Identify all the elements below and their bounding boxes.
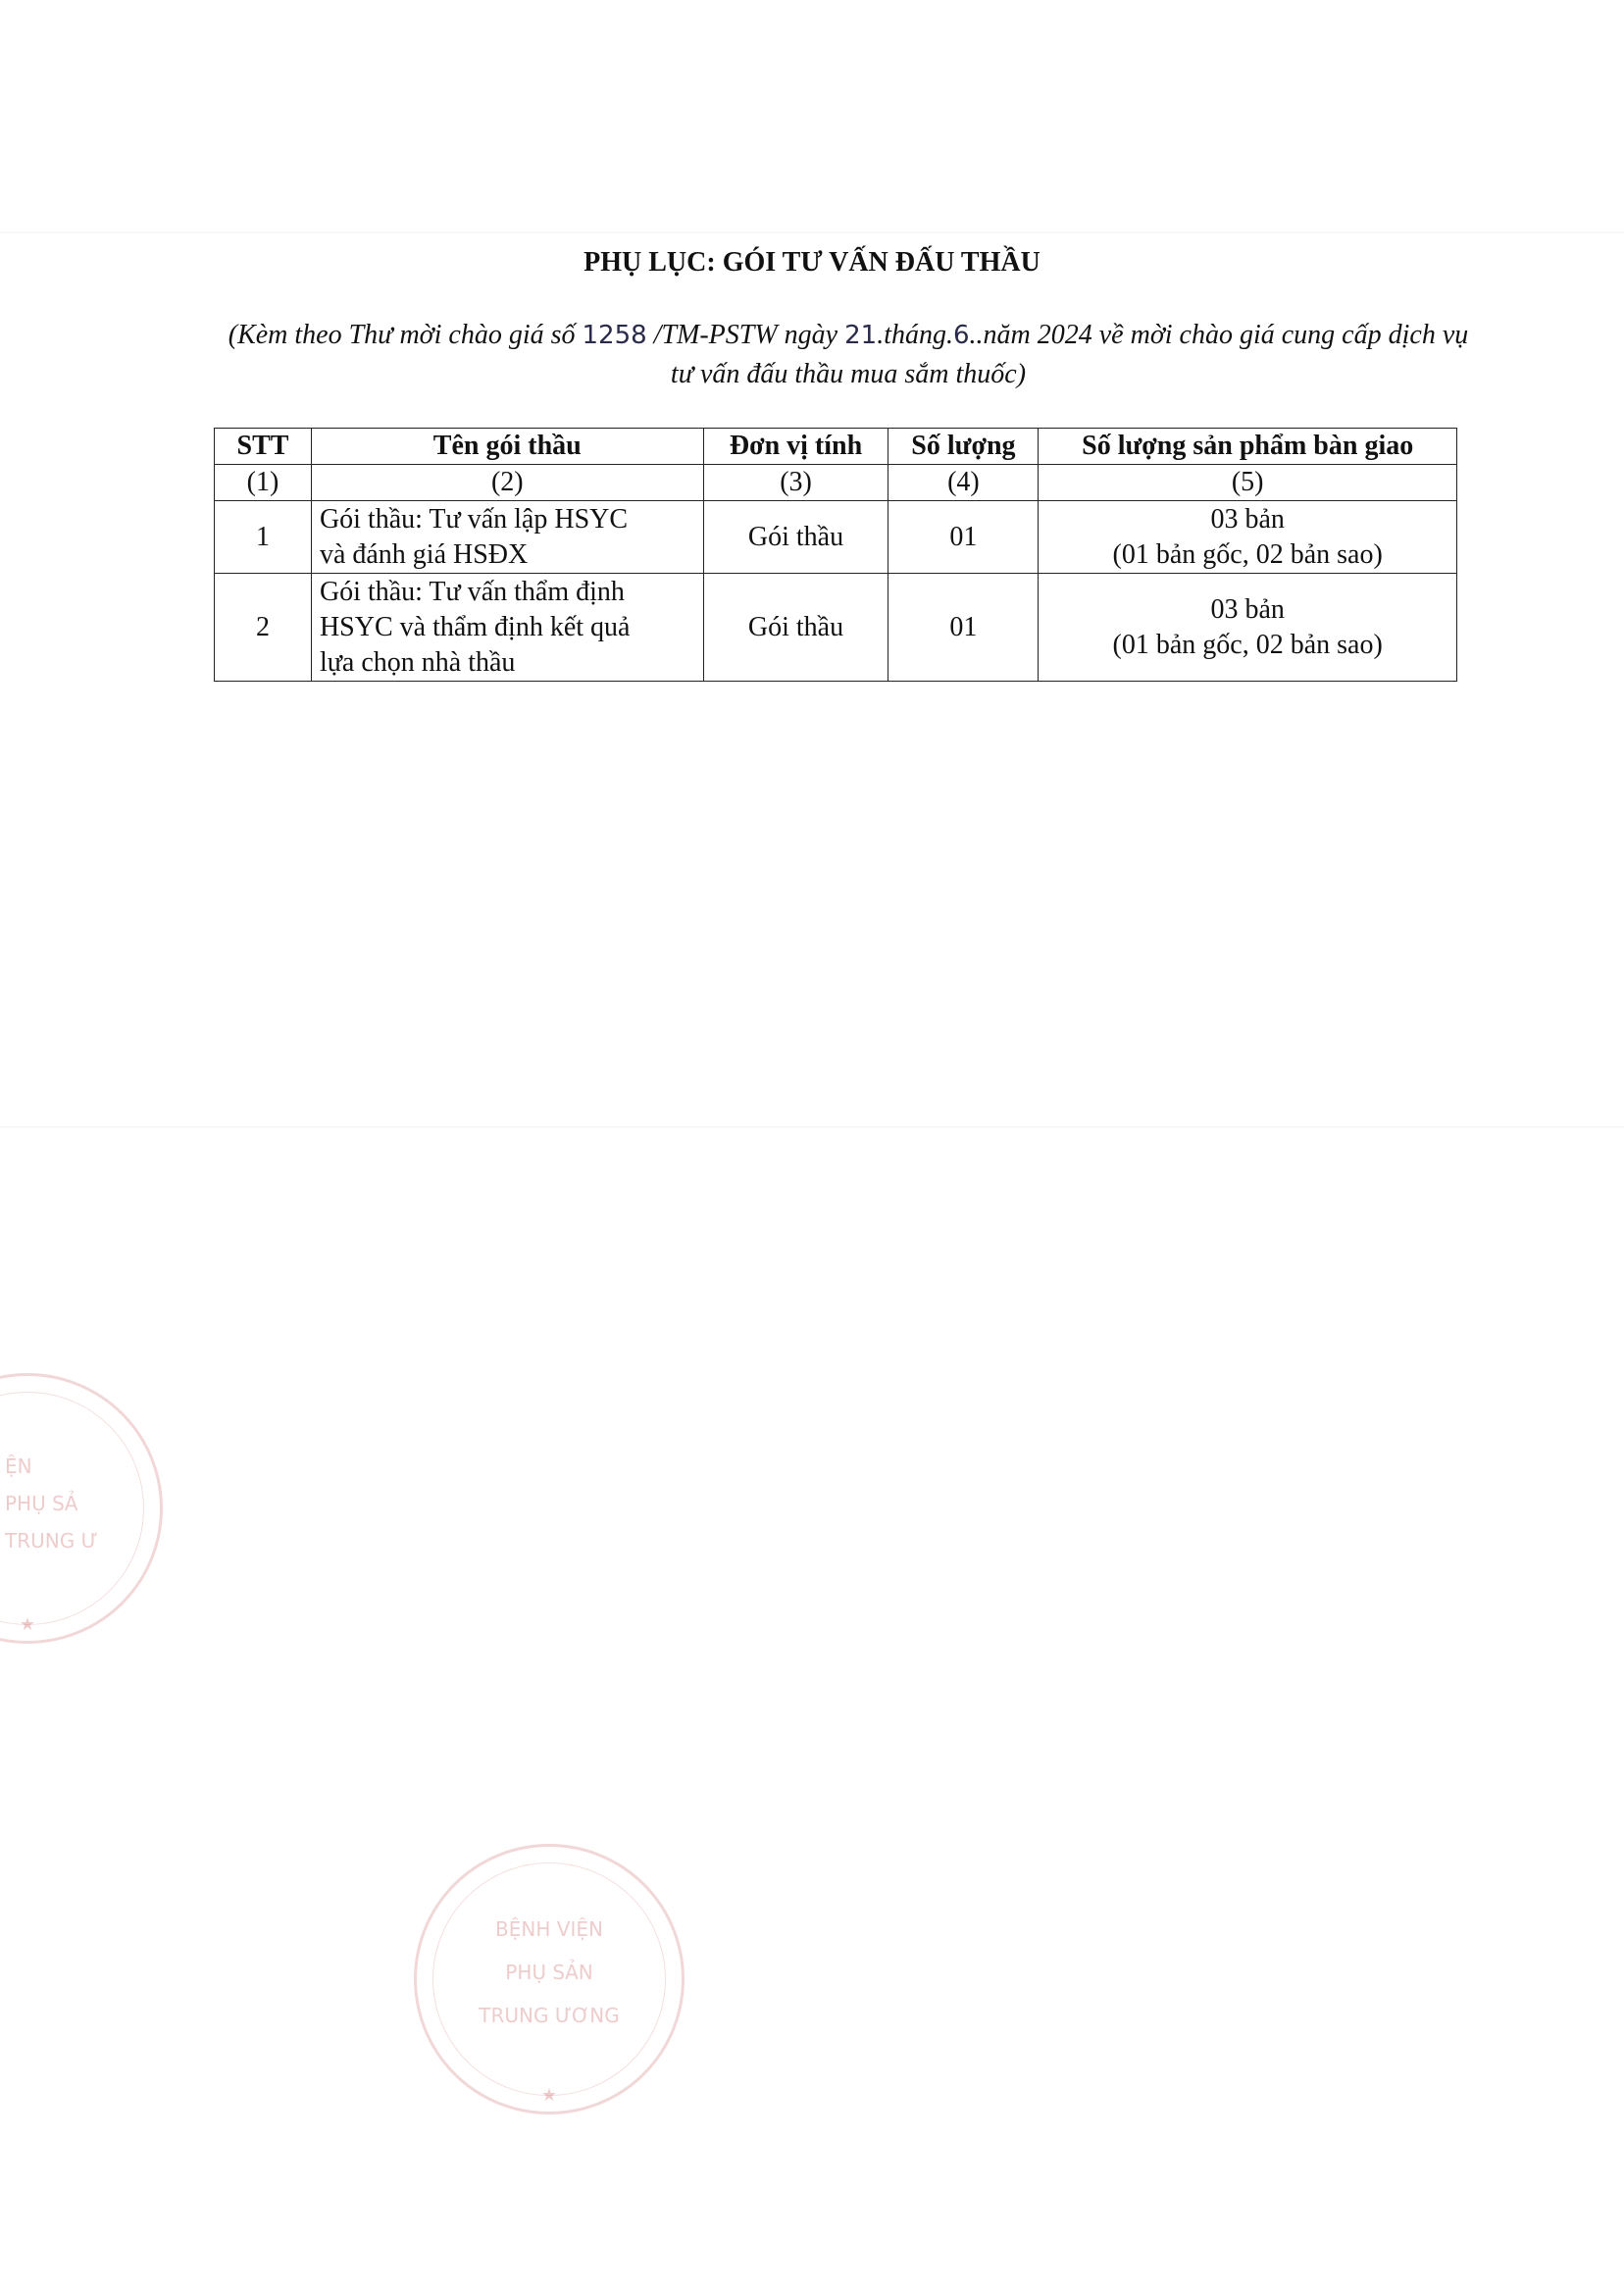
package-name-line: HSYC và thẩm định kết quả <box>319 611 631 642</box>
seal-stamp-bottom <box>414 1844 685 2115</box>
appendix-table <box>214 428 1457 682</box>
cell-stt: 2 <box>215 574 312 682</box>
document-subtitle <box>216 316 1481 394</box>
seal-stamp-left <box>0 1373 163 1644</box>
seal-text-line: PHỤ SẢN <box>505 1961 593 1984</box>
cell-package-name <box>311 574 703 682</box>
cell-unit: Gói thầu <box>703 501 888 574</box>
handwritten-day: 21 <box>844 321 878 350</box>
cell-quantity: 01 <box>888 574 1039 682</box>
table-header-row <box>215 429 1457 465</box>
package-name-line: và đánh giá HSĐX <box>319 538 529 570</box>
cell-package-name <box>311 501 703 574</box>
cell-quantity: 01 <box>888 501 1039 574</box>
subtitle-text: .tháng. <box>877 320 953 350</box>
seal-star-icon: ★ <box>540 2085 558 2106</box>
delivery-line: 03 bản <box>1210 593 1285 625</box>
seal-text-line: PHỤ SẢ <box>5 1492 78 1515</box>
seal-text-line: TRUNG Ư <box>5 1529 98 1553</box>
header-stt: STT <box>215 429 312 465</box>
subtitle-text: (Kèm theo Thư mời chào giá số <box>228 320 583 350</box>
seal-text-line: ỆN <box>5 1454 32 1478</box>
page-title: PHỤ LỤC: GÓI TƯ VẤN ĐẤU THẦU <box>584 247 1040 278</box>
delivery-line: (01 bản gốc, 02 bản sao) <box>1112 629 1383 660</box>
handwritten-month: 6 <box>952 321 970 350</box>
seal-star-icon: ★ <box>19 1614 36 1635</box>
column-index: (4) <box>888 465 1039 501</box>
subtitle-text: /TM-PSTW ngày <box>646 320 845 350</box>
scan-artifact <box>0 231 1624 233</box>
header-package-name: Tên gói thầu <box>311 429 703 465</box>
package-name-line: lựa chọn nhà thầu <box>319 646 516 678</box>
scan-artifact <box>0 1126 1624 1128</box>
seal-text-line: TRUNG ƯƠNG <box>479 2004 620 2027</box>
seal-text-line: BỆNH VIỆN <box>495 1917 603 1941</box>
delivery-line: (01 bản gốc, 02 bản sao) <box>1112 538 1383 570</box>
handwritten-letter-number: 1258 <box>582 321 647 350</box>
column-index: (2) <box>311 465 703 501</box>
cell-delivery <box>1039 501 1457 574</box>
header-quantity: Số lượng <box>888 429 1039 465</box>
package-name-line: Gói thầu: Tư vấn lập HSYC <box>319 503 629 535</box>
table-row <box>215 501 1457 574</box>
delivery-line: 03 bản <box>1210 503 1285 535</box>
column-index: (5) <box>1039 465 1457 501</box>
subtitle-text: ..năm 2024 về mời chào giá cung cấp dịch vụ tư vấn đấu thầu mua sắm thuốc) <box>670 320 1469 389</box>
cell-stt: 1 <box>215 501 312 574</box>
package-name-line: Gói thầu: Tư vấn thẩm định <box>319 576 625 607</box>
table-row <box>215 574 1457 682</box>
column-index: (1) <box>215 465 312 501</box>
column-index-row <box>215 465 1457 501</box>
column-index: (3) <box>703 465 888 501</box>
header-unit: Đơn vị tính <box>703 429 888 465</box>
header-delivery-quantity: Số lượng sản phẩm bàn giao <box>1039 429 1457 465</box>
cell-delivery <box>1039 574 1457 682</box>
cell-unit: Gói thầu <box>703 574 888 682</box>
